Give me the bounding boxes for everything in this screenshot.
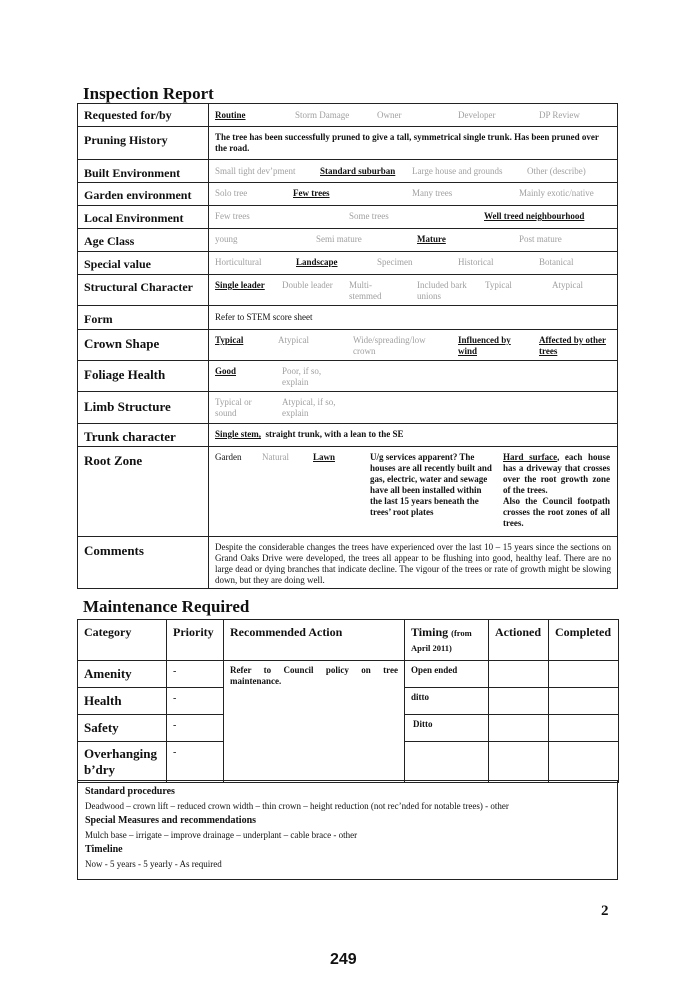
header-recommended-action: Recommended Action [224, 620, 405, 661]
option-mature: Mature [417, 234, 446, 244]
cell-limb [209, 392, 618, 424]
timing-amenity: Open ended [405, 661, 489, 688]
maintenance-header-row [78, 620, 619, 661]
cell-crown [209, 330, 618, 361]
special-measures-title: Special Measures and recommendations [85, 815, 257, 826]
option-good: Good [215, 366, 237, 376]
root-hard-surface: Hard surface [503, 452, 558, 462]
option-few-trees: Few trees [293, 188, 330, 198]
cell-root [209, 447, 618, 537]
row-limb [78, 392, 618, 424]
option-dp-review: DP Review [539, 110, 580, 120]
label-garden: Garden environment [78, 183, 209, 206]
option-many-trees: Many trees [412, 188, 453, 198]
timing-overhanging [405, 742, 489, 783]
row-form [78, 306, 618, 330]
recommended-action-text: Refer to Council policy on tree maintenance. [230, 665, 398, 686]
option-wide-spreading: Wide/spreading/low crown [353, 335, 426, 356]
category-amenity: Amenity [78, 661, 167, 688]
row-pruning [78, 127, 618, 160]
option-storm-damage: Storm Damage [295, 110, 350, 120]
option-typical-crown: Typical [215, 335, 244, 345]
category-health: Health [78, 688, 167, 715]
label-foliage: Foliage Health [78, 361, 209, 392]
option-included-bark: Included bark unions [417, 280, 467, 301]
standard-procedures-text: Deadwood – crown lift – reduced crown width – thin crown – height reduction (not rec’nded for notable trees) - other [85, 801, 509, 811]
option-mainly-exotic: Mainly exotic/native [519, 188, 594, 198]
root-services-text: U/g services apparent? The houses are all recently built and gas, electric, water and sewage have all been installed within the last 15 years beneath the trees’ root plates [370, 452, 492, 517]
maintenance-row-amenity [78, 661, 619, 688]
option-atypical-structural: Atypical [552, 280, 583, 290]
option-routine: Routine [215, 110, 246, 120]
option-owner: Owner [377, 110, 402, 120]
label-pruning: Pruning History [78, 127, 209, 160]
cell-age [209, 229, 618, 252]
cell-requested [209, 104, 618, 127]
cell-comments [209, 537, 618, 589]
option-developer: Developer [458, 110, 496, 120]
header-category: Category [78, 620, 167, 661]
label-form: Form [78, 306, 209, 330]
category-safety: Safety [78, 715, 167, 742]
option-standard-suburban: Standard suburban [320, 166, 396, 176]
root-council-text: Also the Council footpath crosses the root zones of all trees. [503, 496, 610, 528]
option-atypical-crown: Atypical [278, 335, 309, 345]
inspection-report-title: Inspection Report [83, 84, 214, 103]
option-natural: Natural [262, 452, 289, 462]
maintenance-table [77, 619, 619, 783]
row-comments [78, 537, 618, 589]
standard-procedures-title: Standard procedures [85, 786, 175, 797]
actioned-overhanging [489, 742, 549, 783]
inspection-table [77, 103, 618, 589]
option-specimen: Specimen [377, 257, 413, 267]
actioned-health [489, 688, 549, 715]
special-measures-text: Mulch base – irrigate – improve drainage – underplant – cable brace - other [85, 830, 358, 840]
option-affected-by-trees: Affected by other trees [539, 335, 606, 356]
timing-safety: Ditto [405, 715, 489, 742]
option-well-treed: Well treed neighbourhood [484, 211, 585, 221]
cell-trunk [209, 424, 618, 447]
actioned-amenity [489, 661, 549, 688]
label-limb: Limb Structure [78, 392, 209, 424]
row-crown [78, 330, 618, 361]
timeline-title: Timeline [85, 844, 123, 855]
header-timing-label: Timing [411, 625, 449, 639]
option-other: Other (describe) [527, 166, 586, 176]
option-post-mature: Post mature [519, 234, 562, 244]
timing-health: ditto [405, 688, 489, 715]
option-typical-sound: Typical or sound [215, 397, 252, 418]
option-garden: Garden [215, 452, 242, 462]
header-priority: Priority [167, 620, 224, 661]
option-poor: Poor, if so, explain [282, 366, 322, 387]
option-multi-stemmed: Multi-stemmed [349, 280, 382, 301]
option-few-trees-local: Few trees [215, 211, 250, 221]
cell-built [209, 160, 618, 183]
label-special: Special value [78, 252, 209, 275]
label-comments: Comments [78, 537, 209, 589]
label-local: Local Environment [78, 206, 209, 229]
cell-special [209, 252, 618, 275]
page-number: 2 [601, 903, 609, 919]
cell-foliage [209, 361, 618, 392]
comments-text: Despite the considerable changes the trees have experienced over the last 10 – 15 years since the sections on Grand Oaks Drive were developed, the trees all appear to be flushing into good, healthy leaf. There are no large dead or dying branches that indicate decline. The vigour of the trees or rate of growth might be slowing down, but they are doing well. [215, 542, 611, 585]
row-special [78, 252, 618, 275]
option-lawn: Lawn [313, 452, 336, 462]
option-solo-tree: Solo tree [215, 188, 248, 198]
completed-health [549, 688, 619, 715]
cell-structural [209, 275, 618, 306]
option-some-trees: Some trees [349, 211, 389, 221]
option-single-leader: Single leader [215, 280, 265, 290]
root-hard-surface-desc: , each house has a driveway that crosses over the root growth zone of the trees. [503, 452, 610, 495]
label-structural: Structural Character [78, 275, 209, 306]
row-structural [78, 275, 618, 306]
option-influenced-by-wind: Influenced by wind [458, 335, 511, 356]
header-timing-note: (from April 2011) [411, 628, 472, 653]
option-horticultural: Horticultural [215, 257, 262, 267]
trunk-description: straight trunk, with a lean to the SE [261, 429, 404, 439]
row-age [78, 229, 618, 252]
option-historical: Historical [458, 257, 494, 267]
actioned-safety [489, 715, 549, 742]
trunk-text [215, 429, 404, 440]
footer-page-number: 249 [330, 951, 357, 968]
option-semi-mature: Semi mature [316, 234, 362, 244]
row-built [78, 160, 618, 183]
header-timing [405, 620, 489, 661]
priority-health: - [167, 688, 224, 715]
cell-garden [209, 183, 618, 206]
cell-pruning [209, 127, 618, 160]
form-text: Refer to STEM score sheet [215, 312, 313, 322]
row-trunk [78, 424, 618, 447]
option-landscape: Landscape [296, 257, 338, 267]
pruning-text: The tree has been successfully pruned to give a tall, symmetrical single trunk. Has been pruned over the road. [215, 132, 599, 153]
completed-amenity [549, 661, 619, 688]
header-completed: Completed [549, 620, 619, 661]
option-large-house: Large house and grounds [412, 166, 503, 176]
option-typical-structural: Typical [485, 280, 512, 290]
cell-form [209, 306, 618, 330]
row-foliage [78, 361, 618, 392]
option-botanical: Botanical [539, 257, 574, 267]
row-root [78, 447, 618, 537]
timeline-text: Now - 5 years - 5 yearly - As required [85, 859, 222, 869]
label-age: Age Class [78, 229, 209, 252]
label-built: Built Environment [78, 160, 209, 183]
category-overhanging: Overhanging b’dry [78, 742, 167, 783]
option-atypical-limb: Atypical, if so, explain [282, 397, 336, 418]
option-small-tight: Small tight dev’pment [215, 166, 296, 176]
completed-overhanging [549, 742, 619, 783]
priority-safety: - [167, 715, 224, 742]
priority-amenity: - [167, 661, 224, 688]
recommended-action-cell [224, 661, 405, 783]
label-root: Root Zone [78, 447, 209, 537]
label-crown: Crown Shape [78, 330, 209, 361]
procedures-box [77, 780, 618, 880]
header-actioned: Actioned [489, 620, 549, 661]
cell-local [209, 206, 618, 229]
root-hard-surface-text [503, 452, 610, 496]
option-double-leader: Double leader [282, 280, 333, 290]
option-young: young [215, 234, 238, 244]
completed-safety [549, 715, 619, 742]
row-requested [78, 104, 618, 127]
row-garden [78, 183, 618, 206]
label-trunk: Trunk character [78, 424, 209, 447]
priority-overhanging: - [167, 742, 224, 783]
row-local [78, 206, 618, 229]
trunk-single-stem: Single stem, [215, 429, 261, 439]
label-requested: Requested for/by [78, 104, 209, 127]
maintenance-title: Maintenance Required [83, 597, 250, 616]
